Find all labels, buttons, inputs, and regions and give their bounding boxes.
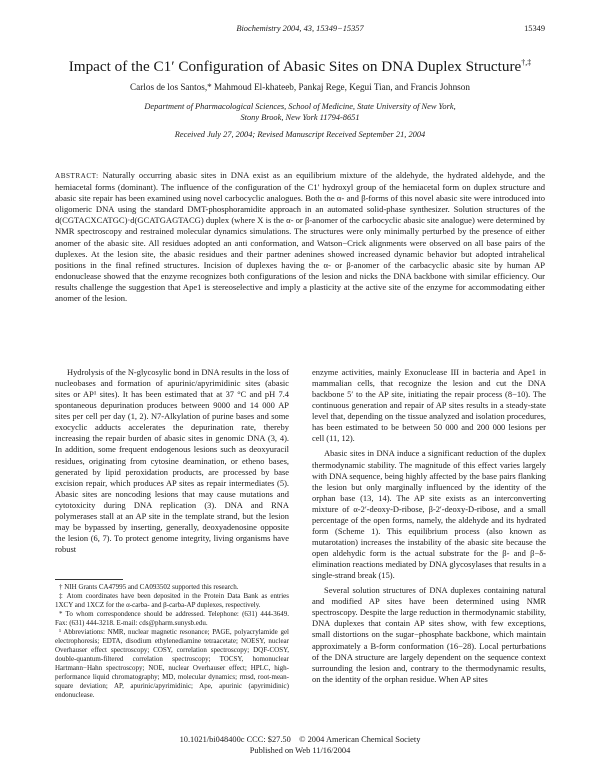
- journal-citation: Biochemistry 2004, 43, 15349−15357: [236, 24, 364, 33]
- doi-copyright-line: 10.1021/bi048400c CCC: $27.50 © 2004 American Chemical Society: [179, 735, 421, 744]
- author-list: Carlos de los Santos,* Mahmoud El-khateeb, Pankaj Rege, Kegui Tian, and Francis Johnson: [130, 82, 470, 92]
- footnotes: [55, 583, 289, 700]
- footnote: ‡ Atom coordinates have been deposited in the Protein Data Bank as entries 1XCY and 1XCZ for the α-carba- and β-carba-AP duplexes, respectively.: [55, 592, 289, 609]
- abstract-label: ABSTRACT:: [55, 172, 99, 180]
- footnote: † NIH Grants CA47995 and CA093502 supported this research.: [59, 583, 239, 591]
- page-number: 15349: [524, 24, 545, 33]
- title-footnote-marks: †,‡: [521, 58, 532, 67]
- page-footer: [0, 734, 600, 756]
- body-paragraph: Hydrolysis of the N-glycosylic bond in DNA results in the loss of nucleobases and formation of apurinic/apyrimidinic sites (abasic sites or AP¹ sites). It has been estimated that at 37 °C and pH 7.4 spontaneous depurination produces between 9000 and 14 000 AP sites per cell per day (1, 2). N7-Alkylation of purine bases and some exocyclic adducts accelerates the depurination rate, thereby increasing the repair burden of abasic sites in genomic DNA (3, 4). In addition, some frequent endogenous lesions such as deoxyuracil residues, originating from cytosine deamination, or etheno bases, generated by lipid peroxidation products, are processed by base excision repair, which produces AP sites as repair intermediates (5). Abasic sites are noncoding lesions that may cause mutations and cytotoxicity during DNA replication (3). DNA and RNA polymerases stall at an AP site in the template strand, but the lesion may be bypassed by inserting, generally, deoxyadenosine opposite the lesion (6, 7). To protect genome integrity, living organisms have robust: [55, 367, 289, 554]
- publication-date: Published on Web 11/16/2004: [249, 746, 351, 755]
- footnote: ¹ Abbreviations: NMR, nuclear magnetic resonance; PAGE, polyacrylamide gel electrophoresis; EDTA, disodium ethylenediamine tetraacetate; NOESY, nuclear Overhauser effect spectroscopy; COSY, correlation spectroscopy; DQF-COSY, double-quantum-filtered correlation spectroscopy; TOCSY, homonuclear Hartmann−Hahn spectroscopy; NOE, nuclear Overhauser effect; HPLC, high-performance liquid chromatography; MD, molecular dynamics; rmsd, root-mean-square deviation; AP, apurinic/apyrimidinic; Ape, apurinic (apyrimidinic) endonuclease.: [55, 628, 289, 699]
- body-paragraph: Several solution structures of DNA duplexes containing natural and modified AP sites have been determined using NMR spectroscopy. Despite the large reduction in thermodynamic stability, DNA duplexes that contain AP sites show, with few exceptions, small distortions on the sugar−phosphate backbone, which maintain approximately a B-form conformation (16−28). Local perturbations of the DNA structure are largely dependent on the sequence context surrounding the lesion and, contrary to the thermodynamic results, on the identity of the orphan residue. When AP sites: [312, 585, 546, 684]
- footnote: * To whom correspondence should be addressed. Telephone: (631) 444-3649. Fax: (631) 444-3218. E-mail: cds@pharm.sunysb.edu.: [55, 610, 289, 627]
- affiliation: [60, 101, 540, 123]
- body-column-left: [55, 367, 289, 555]
- affiliation-line: Department of Pharmacological Sciences, School of Medicine, State University of New York,: [144, 102, 456, 111]
- body-paragraph: Abasic sites in DNA induce a significant reduction of the duplex thermodynamic stability. The magnitude of this effect varies largely with DNA sequence, being highly affected by the base pairs flanking the lesion but only marginally influenced by the identity of the orphan base (13, 14). The AP site exists as an interconverting mixture of α-2′-deoxy-D-ribose, β-2′-deoxy-D-ribose, and a small percentage of the open forms, namely, the aldehyde and its hydrated form (Scheme 1). This equilibrium process (also known as mutarotation) increases the instability of the abasic site because the open aldehydic form is the actual substrate for the β- and β−δ-elimination reactions mediated by DNA glycosylases that results in a single-strand break (15).: [312, 448, 546, 581]
- received-dates: Received July 27, 2004; Revised Manuscript Received September 21, 2004: [174, 130, 426, 139]
- body-paragraph: enzyme activities, mainly Exonuclease III in bacteria and Ape1 in mammalian cells, that recognize the lesion and cut the DNA backbone 5′ to the AP site, initiating the repair process (8−10). The continuous generation and repair of AP sites results in a steady-state level that, depending on the tissue analyzed and isolation procedures, has been estimated to be between 50 000 and 200 000 lesions per cell (11, 12).: [312, 367, 546, 444]
- title-text: Impact of the C1′ Configuration of Abasic Sites on DNA Duplex Structure: [68, 58, 522, 76]
- abstract-text: Naturally occurring abasic sites in DNA exist as an equilibrium mixture of the aldehyde, the hydrated aldehyde, and the hemiacetal forms (dominant). The influence of the configuration of the C1′ hydroxyl group of the hemiacetal form on duplex structure and abasic site repair has been examined using novel carbocyclic analogues. Both the α- and β-forms of this novel abasic site were introduced into oligomeric DNA using the standard DMT-phosphoramidite approach in an automated solid-phase synthesizer. Solution structures of the d(CGTACXCATGC)·d(GCATGAGTACG) duplex (where X is the α- or β-anomer of the carbocyclic abasic site analogue) were determined by NMR spectroscopy and restrained molecular dynamics simulations. The structures were only minimally perturbed by the presence of either anomer of the abasic site. All residues adopted an anti conformation, and Watson−Crick alignments were observed on all base pairs of the duplexes. At the lesion site, the abasic residues and their partner adenines showed increased dynamic behavior but adopted intrahelical positions in the final refined structures. Incision of duplexes having the α- or β-anomer of the carbacyclic abasic site by human AP endonuclease showed that the enzyme recognizes both configurations of the lesion and nicks the DNA backbone with similar efficiency. Our results challenge the suggestion that Ape1 is stereoselective and imply a plasticity at the active site of the enzyme for accommodating either anomer of the lesion.: [55, 170, 545, 304]
- abstract: [55, 170, 545, 304]
- footnote-divider: [55, 579, 123, 580]
- paper-title: [40, 54, 560, 76]
- running-head: [0, 24, 600, 36]
- affiliation-line: Stony Brook, New York 11794-8651: [240, 113, 360, 122]
- body-column-right: [312, 367, 546, 685]
